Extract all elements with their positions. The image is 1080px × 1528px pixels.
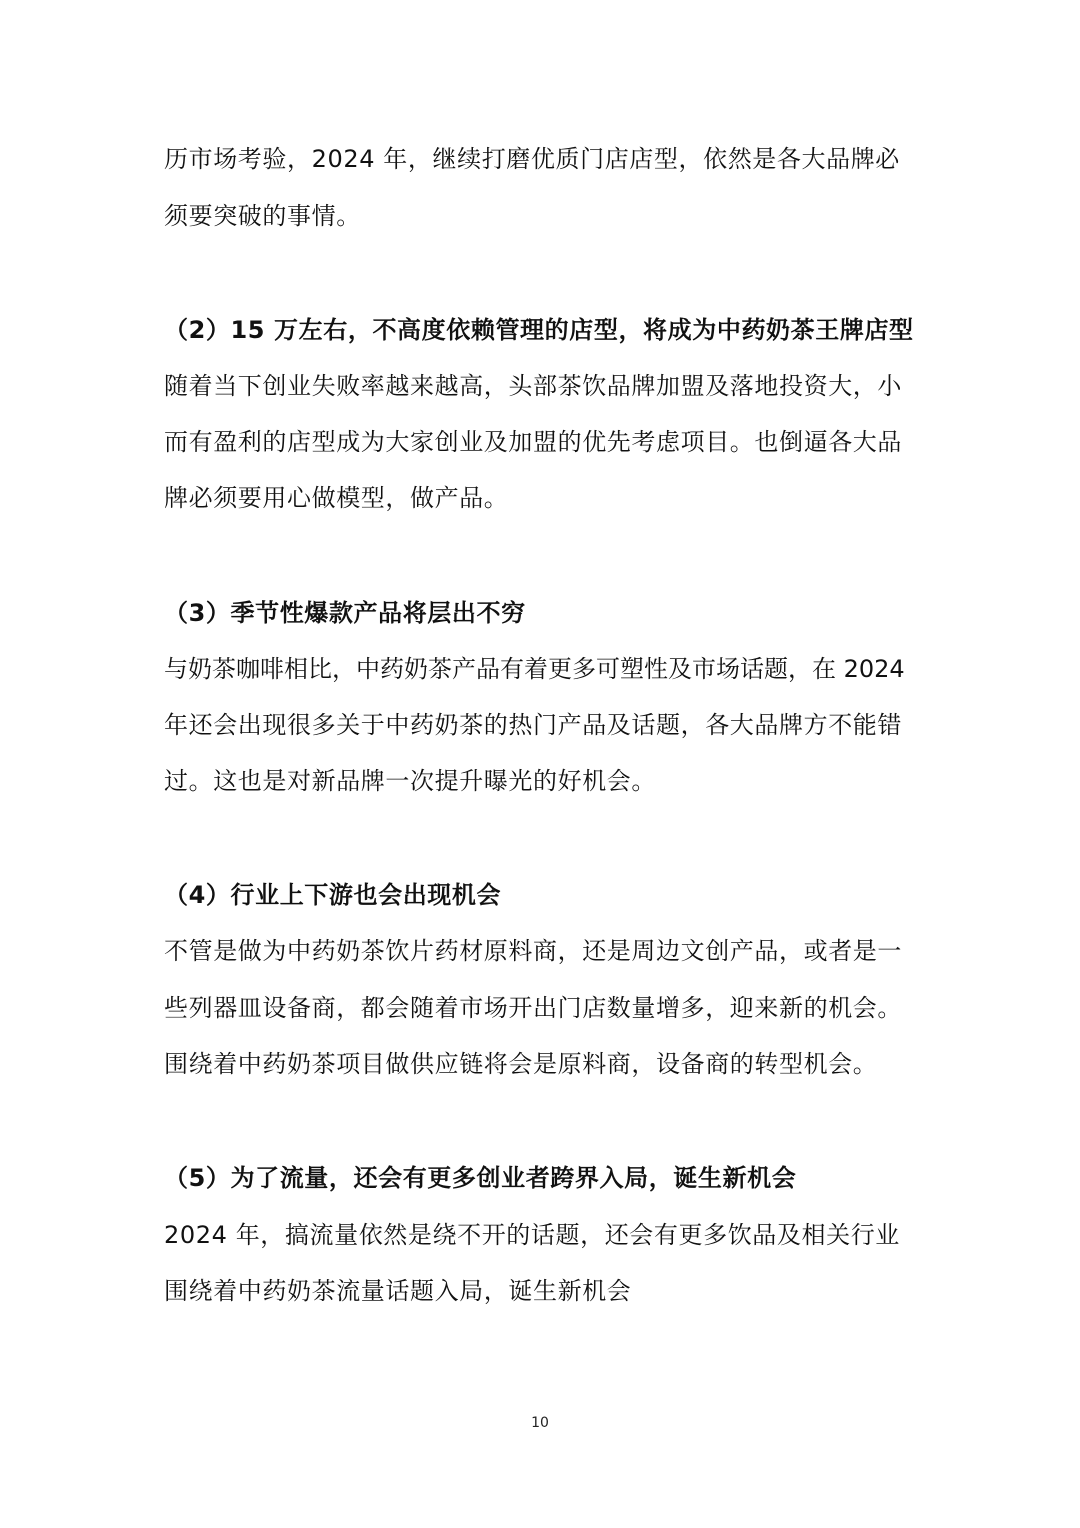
section-4-line-2: 些列器皿设备商，都会随着市场开出门店数量增多，迎来新的机会。: [164, 994, 902, 1022]
intro-line-1: 历市场考验，2024 年，继续打磨优质门店店型，依然是各大品牌必: [164, 145, 900, 173]
section-5-heading: （5）为了流量，还会有更多创业者跨界入局，诞生新机会: [164, 1164, 797, 1192]
section-4-line-3: 围绕着中药奶茶项目做供应链将会是原料商，设备商的转型机会。: [164, 1050, 878, 1078]
section-4-heading: （4）行业上下游也会出现机会: [164, 881, 502, 909]
section-3-line-3: 过。这也是对新品牌一次提升曝光的好机会。: [164, 767, 656, 795]
section-5-line-2: 围绕着中药奶茶流量话题入局，诞生新机会: [164, 1277, 632, 1305]
page-number: 10: [531, 1415, 549, 1431]
section-3-line-2: 年还会出现很多关于中药奶茶的热门产品及话题，各大品牌方不能错: [164, 711, 902, 739]
section-2-line-1: 随着当下创业失败率越来越高，头部茶饮品牌加盟及落地投资大，小: [164, 372, 902, 400]
section-3-line-1: 与奶茶咖啡相比，中药奶茶产品有着更多可塑性及市场话题，在 2024: [164, 655, 905, 683]
section-2-line-3: 牌必须要用心做模型，做产品。: [164, 484, 509, 512]
section-2-line-2: 而有盈利的店型成为大家创业及加盟的优先考虑项目。也倒逼各大品: [164, 428, 902, 456]
intro-line-2: 须要突破的事情。: [164, 202, 361, 230]
section-5-line-1: 2024 年，搞流量依然是绕不开的话题，还会有更多饮品及相关行业: [164, 1221, 900, 1249]
section-4-line-1: 不管是做为中药奶茶饮片药材原料商，还是周边文创产品，或者是一: [164, 937, 902, 965]
section-2-heading: （2）15 万左右，不高度依赖管理的店型，将成为中药奶茶王牌店型: [164, 316, 914, 344]
section-3-heading: （3）季节性爆款产品将层出不穷: [164, 599, 526, 627]
